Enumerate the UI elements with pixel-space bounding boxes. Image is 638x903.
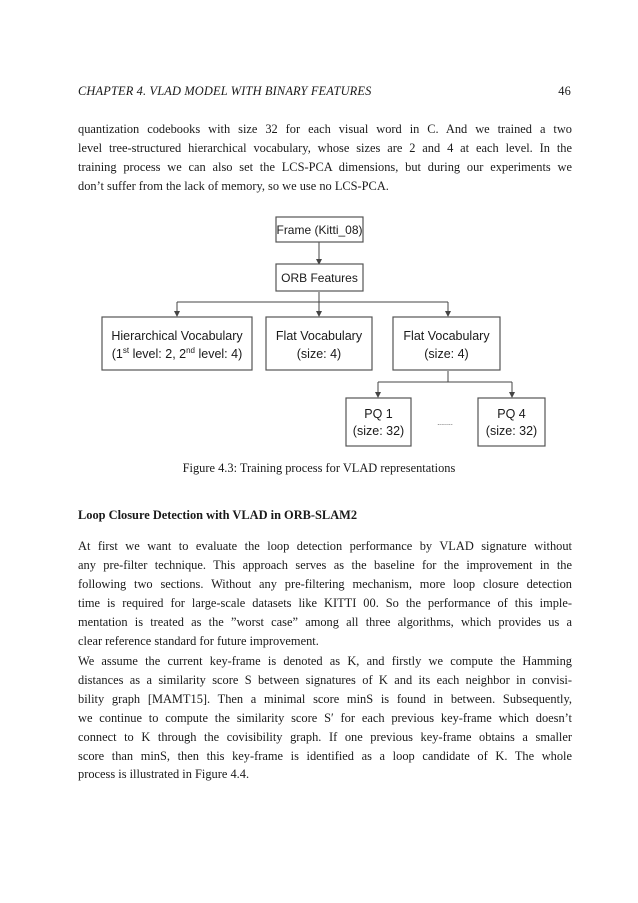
flat-vocabulary-box-1 xyxy=(266,317,372,370)
pq4-box xyxy=(478,398,545,446)
flat2-label-line2: (size: 4) xyxy=(424,347,469,361)
hier-label-line2: (1st level: 2, 2nd level: 4) xyxy=(111,346,243,361)
intro-line: don’t suffer from the lack of memory, so we use no LCS-PCA. xyxy=(78,178,389,193)
para2-line: process is illustrated in Figure 4.4. xyxy=(78,767,250,782)
flat1-label-line1: Flat Vocabulary xyxy=(275,329,363,343)
para2-line: connect to K through the covisibility graph. If one previous key-frame obtains a smaller xyxy=(78,729,572,744)
flat1-label-line2: (size: 4) xyxy=(296,347,342,361)
para1-line: At first we want to evaluate the loop detection performance by VLAD signature without xyxy=(78,539,572,553)
page-number: 46 xyxy=(558,84,571,98)
pq-ellipsis: ........ xyxy=(437,420,453,427)
intro-line: training process we can also set the LCS-PCA dimensions, but during our experiments we xyxy=(78,159,572,174)
para1-line: mentation is treated as the ”worst case” among all three algorithms, which provides us a xyxy=(78,614,572,629)
pq1-label-line2: (size: 32) xyxy=(352,424,405,438)
running-title: CHAPTER 4. VLAD MODEL WITH BINARY FEATURES xyxy=(78,84,372,98)
flat2-label-line1: Flat Vocabulary xyxy=(403,329,490,343)
intro-line: quantization codebooks with size 32 for each visual word in C. And we trained a two xyxy=(78,122,572,136)
orb-features-label: ORB Features xyxy=(281,271,358,285)
para2-line: distances as a similarity score S between signatures of K and its each neighbor in convisi- xyxy=(78,672,572,687)
para2-line: we continue to compute the similarity score S′ for each previous key-frame which doesn’t xyxy=(78,710,572,725)
pq1-box xyxy=(346,398,411,446)
pq4-label-line2: (size: 32) xyxy=(485,424,538,438)
frame-label: Frame (Kitti_08) xyxy=(276,223,363,237)
para2-line: bility graph [MAMT15]. Then a minimal score minS is found in between. Subsequently, xyxy=(78,691,572,706)
pq4-label-line1: PQ 4 xyxy=(497,407,526,421)
para1-line: time is required for large-scale datasets like KITTI 00. So the performance of this imple- xyxy=(78,595,572,610)
para1-line: any pre-filter technique. This approach serves as the baseline for the improvement in the xyxy=(78,557,572,572)
hierarchical-vocabulary-box xyxy=(102,317,252,370)
section-heading: Loop Closure Detection with VLAD in ORB-SLAM2 xyxy=(78,508,358,522)
figure-caption: Figure 4.3: Training process for VLAD representations xyxy=(182,461,456,475)
pq1-label-line1: PQ 1 xyxy=(364,407,393,421)
para1-line: following two sections. Without any pre-filtering mechanism, more loop closure detection xyxy=(78,576,572,591)
para2-line: We assume the current key-frame is denoted as K, and firstly we compute the Hamming xyxy=(78,654,572,668)
flat-vocabulary-box-2 xyxy=(393,317,500,370)
paragraph-baseline xyxy=(78,537,572,650)
intro-line: level tree-structured hierarchical vocabulary, whose sizes are 2 and 4 at each level. In the xyxy=(78,140,572,155)
paragraph-similarity xyxy=(78,652,572,784)
hier-label-line1: Hierarchical Vocabulary xyxy=(111,329,243,343)
para2-line: score than minS, then this key-frame is identified as a loop candidate of K. The whole xyxy=(78,748,572,763)
para1-line: clear reference standard for future improvement. xyxy=(78,633,319,648)
